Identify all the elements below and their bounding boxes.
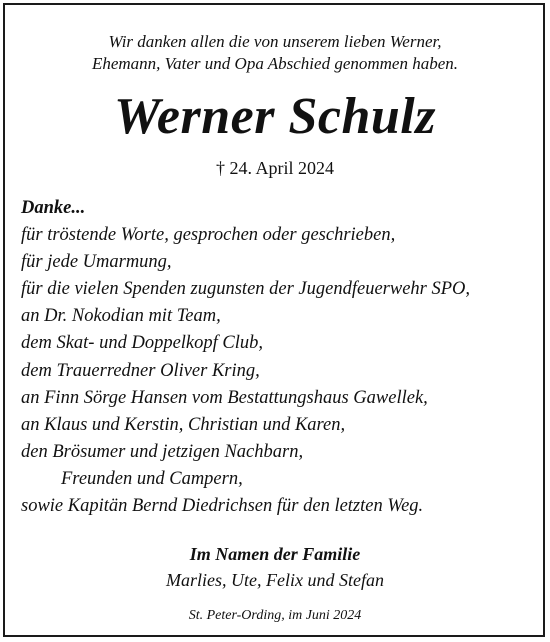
thanks-line: an Dr. Nokodian mit Team, xyxy=(21,306,221,327)
thanks-heading: Danke... xyxy=(21,198,86,218)
death-date: † 24. April 2024 xyxy=(215,158,334,178)
place-date: St. Peter-Ording, im Juni 2024 xyxy=(188,608,362,623)
thanks-line: für tröstende Worte, gesprochen oder geschrieben, xyxy=(21,225,396,246)
family-names: Marlies, Ute, Felix und Stefan xyxy=(166,570,384,590)
thanks-line: sowie Kapitän Bernd Diedrichsen für den letzten Weg. xyxy=(21,496,424,517)
deceased-name: Werner Schulz xyxy=(114,88,436,145)
thanks-line: für die vielen Spenden zugunsten der Jugendfeuerwehr SPO, xyxy=(21,279,471,300)
thanks-line: an Finn Sörge Hansen vom Bestattungshaus Gawellek, xyxy=(21,387,428,408)
thanks-line: an Klaus und Kerstin, Christian und Karen, xyxy=(21,414,346,435)
thanks-line: dem Skat- und Doppelkopf Club, xyxy=(21,333,263,354)
thanks-line: Freunden und Campern, xyxy=(61,468,243,489)
family-heading: Im Namen der Familie xyxy=(189,544,361,564)
thanks-line: den Brösumer und jetzigen Nachbarn, xyxy=(21,441,304,462)
intro-line-2: Ehemann, Vater und Opa Abschied genommen haben. xyxy=(91,54,459,73)
thanks-section xyxy=(21,195,546,520)
thanks-line: für jede Umarmung, xyxy=(21,252,172,273)
thanks-line: dem Trauerredner Oliver Kring, xyxy=(21,360,260,381)
intro-line-1: Wir danken allen die von unserem lieben Werner, xyxy=(108,32,442,51)
